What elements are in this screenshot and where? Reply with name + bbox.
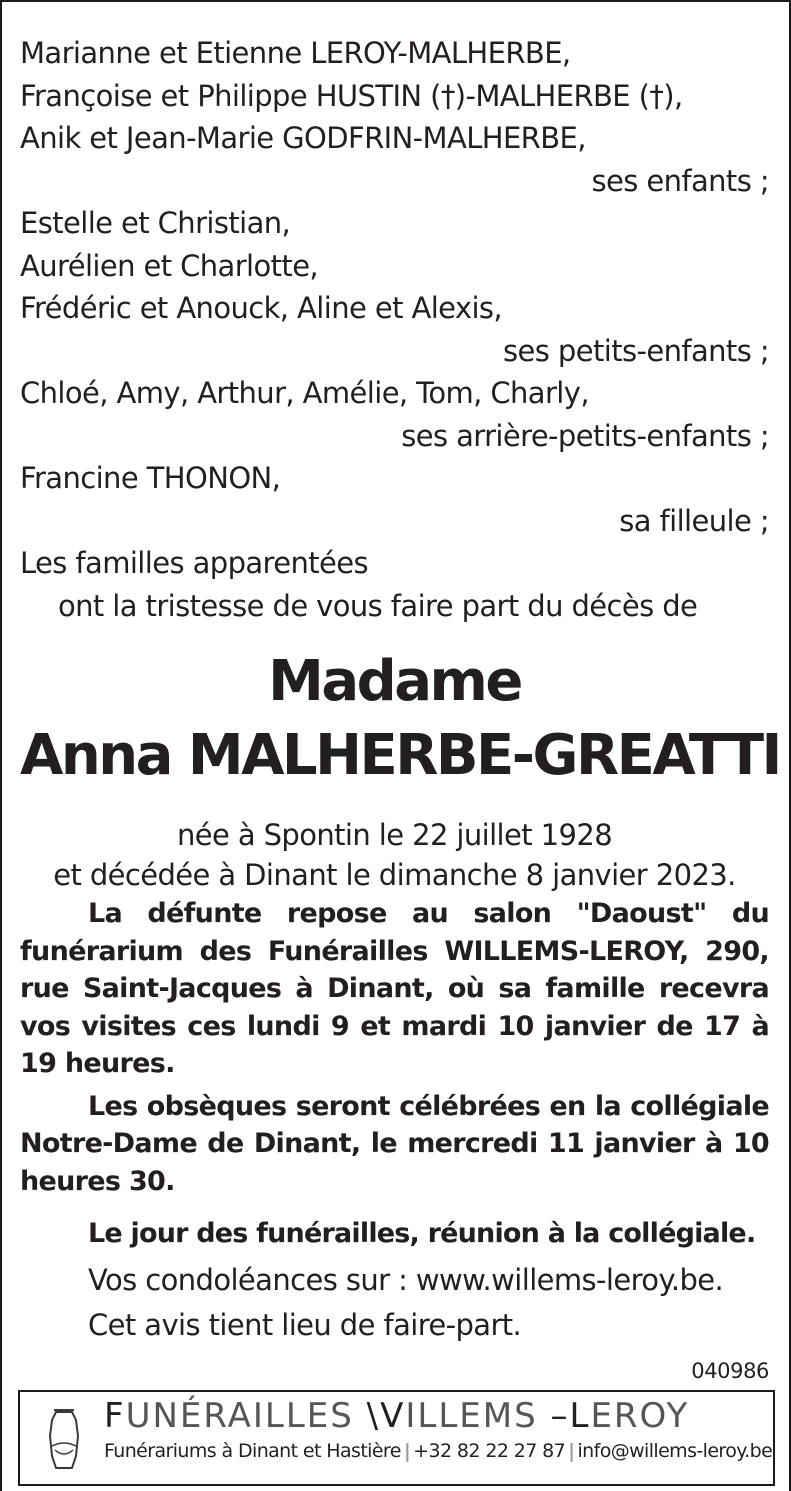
grandchild-line: Aurélien et Charlotte, <box>20 248 319 283</box>
deceased-title: Madame <box>268 649 521 714</box>
phone-number: +32 82 22 27 87 <box>413 1440 566 1462</box>
logo-part: UNÉRAILLES <box>125 1396 367 1436</box>
children-role: ses enfants ; <box>591 163 769 198</box>
deceased-name-block <box>20 645 780 793</box>
locations-text: Funérariums à Dinant et Hastière <box>104 1440 401 1462</box>
separator: | <box>403 1440 411 1462</box>
child-line: Anik et Jean-Marie GODFRIN-MALHERBE, <box>20 121 586 155</box>
urn-icon <box>42 1406 86 1472</box>
relatives-line: Les familles apparentées <box>20 546 369 580</box>
logo-letter-l: –L <box>550 1396 591 1436</box>
logo-part: ILLEMS <box>405 1396 551 1436</box>
grandchildren-role: ses petits-enfants ; <box>503 333 769 368</box>
logo-letter-f: F <box>104 1396 126 1436</box>
funeral-home-logo <box>104 1396 689 1436</box>
funeral-paragraph: Les obsèques seront célébrées en la collégiale Notre-Dame de Dinant, le mercredi 11 janvier à 10 heures 30. <box>20 1090 769 1197</box>
death-line: et décédée à Dinant le dimanche 8 janvier 2023. <box>53 858 736 892</box>
logo-part: EROY <box>590 1396 690 1436</box>
email-address: info@willems-leroy.be <box>577 1440 773 1462</box>
grandchild-line: Estelle et Christian, <box>20 206 291 240</box>
logo-letter-w: \V <box>366 1396 406 1436</box>
great-grandchildren-line: Chloé, Amy, Arthur, Amélie, Tom, Charly, <box>20 376 589 410</box>
reference-number: 040986 <box>691 1359 769 1383</box>
birth-line: née à Spontin le 22 juillet 1928 <box>176 818 613 852</box>
announcement-line: ont la tristesse de vous faire part du décès de <box>58 588 698 623</box>
child-line: Marianne et Etienne LEROY-MALHERBE, <box>20 36 571 70</box>
condolences-line: Vos condoléances sur : www.willems-leroy.be. <box>88 1263 724 1297</box>
meeting-line: Le jour des funérailles, réunion à la collégiale. <box>88 1218 756 1249</box>
notice-line: Cet avis tient lieu de faire-part. <box>88 1308 522 1342</box>
child-line: Françoise et Philippe HUSTIN (†)-MALHERBE (†), <box>20 78 683 113</box>
great-grandchildren-role: ses arrière-petits-enfants ; <box>401 418 769 453</box>
contact-line <box>104 1440 772 1462</box>
separator: | <box>568 1440 575 1462</box>
notice-body <box>20 32 780 1345</box>
funeral-home-banner <box>18 1390 775 1486</box>
dates-block <box>20 815 769 895</box>
grandchild-line: Frédéric et Anouck, Aline et Alexis, <box>20 291 503 325</box>
goddaughter-role: sa filleule ; <box>619 503 769 538</box>
visitation-paragraph: La défunte repose au salon "Daoust" du funérarium des Funérailles WILLEMS-LEROY, 290, rue Saint-Jacques à Dinant, où sa famille recevra vos visites ces lundi 9 et mardi 10 janvier de 17 à 19 heures. <box>20 898 769 1079</box>
goddaughter-line: Francine THONON, <box>20 461 281 495</box>
deceased-name: Anna MALHERBE-GREATTI <box>20 723 780 788</box>
